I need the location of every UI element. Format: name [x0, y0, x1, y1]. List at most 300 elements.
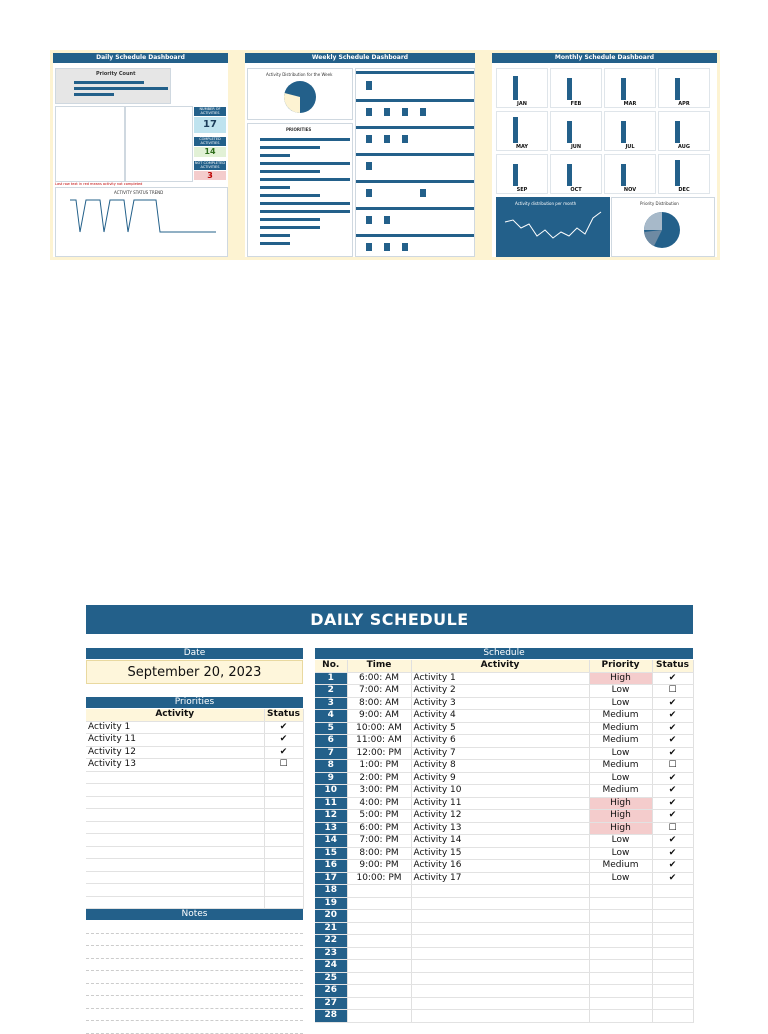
kpi-not-completed-value: 3: [194, 171, 226, 180]
priority-row: [86, 734, 303, 747]
priority-activity-cell[interactable]: Activity 1: [86, 721, 264, 734]
schedule-row: [315, 872, 693, 885]
schedule-row-number: 13: [315, 822, 347, 835]
schedule-priority-dropdown[interactable]: [589, 1010, 652, 1023]
schedule-header: Schedule: [315, 648, 693, 659]
priority-row: [86, 759, 303, 772]
schedule-status-checkbox[interactable]: [652, 935, 693, 948]
priority-activity-cell[interactable]: Activity 11: [86, 734, 264, 747]
schedule-row-number: 6: [315, 735, 347, 748]
weekly-dashboard-panel: [245, 53, 475, 257]
schedule-col-priority: Priority: [589, 660, 652, 672]
priority-activity-cell[interactable]: [86, 884, 264, 897]
priority-row: [86, 746, 303, 759]
notes-line: [86, 933, 303, 946]
daily-dashboard-panel: [53, 53, 228, 257]
schedule-status-checkbox[interactable]: ✔: [652, 847, 693, 860]
wp-bar: [260, 162, 350, 165]
schedule-row: [315, 722, 693, 735]
schedule-status-checkbox[interactable]: ✔: [652, 697, 693, 710]
schedule-priority-dropdown[interactable]: [589, 897, 652, 910]
schedule-status-checkbox[interactable]: ✔: [652, 772, 693, 785]
schedule-row: [315, 1010, 693, 1023]
priority-row-empty: [86, 796, 303, 809]
wp-bar: [260, 218, 320, 221]
month-chart-mar: MAR: [604, 68, 656, 108]
priority-status-checkbox[interactable]: ✔: [264, 746, 303, 759]
schedule-priority-dropdown[interactable]: [589, 997, 652, 1010]
schedule-row: [315, 960, 693, 973]
schedule-row-number: 16: [315, 860, 347, 873]
schedule-row-number: 5: [315, 722, 347, 735]
schedule-time-cell[interactable]: [347, 910, 411, 923]
wp-bar: [260, 234, 290, 237]
wp-bar: [260, 202, 350, 205]
notes-header: Notes: [86, 909, 303, 920]
schedule-row-number: 8: [315, 760, 347, 773]
priorities-col-status: Status: [264, 709, 303, 721]
schedule-priority-dropdown[interactable]: High: [589, 797, 652, 810]
notes-line: [86, 1021, 303, 1034]
priority-activity-cell[interactable]: [86, 871, 264, 884]
schedule-row: [315, 947, 693, 960]
kpi-not-completed-label: NOT COMPLETED ACTIVITIES: [194, 161, 226, 169]
schedule-activity-cell[interactable]: Activity 15: [411, 847, 589, 860]
weekly-daily-distribution: [355, 68, 475, 257]
weekly-pie-svg: [248, 69, 352, 119]
wp-bar: [260, 138, 350, 141]
month-chart-may: MAY: [496, 111, 548, 151]
priority-bar-high: [74, 93, 114, 96]
schedule-status-checkbox[interactable]: [652, 897, 693, 910]
notes-line-cell[interactable]: [86, 1021, 303, 1034]
schedule-priority-dropdown[interactable]: Low: [589, 697, 652, 710]
schedule-priority-dropdown[interactable]: Medium: [589, 760, 652, 773]
priority-status-checkbox[interactable]: [264, 834, 303, 847]
daily-warning-note: Last row text in red means activity not completed: [55, 182, 143, 186]
priority-count-chart: [55, 68, 171, 104]
schedule-row: [315, 697, 693, 710]
monthly-line-title: Activity distribution per month: [515, 201, 577, 206]
priority-row-empty: [86, 871, 303, 884]
schedule-activity-cell[interactable]: [411, 922, 589, 935]
monthly-dashboard-title: Monthly Schedule Dashboard: [492, 53, 717, 63]
notes-line: [86, 921, 303, 933]
schedule-row-number: 4: [315, 710, 347, 723]
priority-status-checkbox[interactable]: [264, 896, 303, 909]
schedule-status-checkbox[interactable]: [652, 960, 693, 973]
priorities-header: Priorities: [86, 697, 303, 708]
priority-status-checkbox[interactable]: [264, 846, 303, 859]
trend-line-svg: [56, 188, 227, 256]
schedule-time-cell[interactable]: 4:00: PM: [347, 797, 411, 810]
schedule-priority-dropdown[interactable]: Low: [589, 847, 652, 860]
wp-bar: [260, 242, 290, 245]
schedule-time-cell[interactable]: 9:00: PM: [347, 860, 411, 873]
notes-area[interactable]: [86, 921, 303, 1034]
schedule-activity-cell[interactable]: Activity 12: [411, 810, 589, 823]
schedule-time-cell[interactable]: 11:00: AM: [347, 735, 411, 748]
schedule-priority-dropdown[interactable]: High: [589, 822, 652, 835]
priority-activity-cell[interactable]: [86, 859, 264, 872]
priorities-col-activity: Activity: [86, 709, 264, 721]
schedule-col-activity: Activity: [411, 660, 589, 672]
priority-status-checkbox[interactable]: [264, 784, 303, 797]
priority-activity-cell[interactable]: [86, 821, 264, 834]
daily-dashboard-title: Daily Schedule Dashboard: [53, 53, 228, 63]
schedule-row-number: 21: [315, 922, 347, 935]
schedule-time-cell[interactable]: 8:00: PM: [347, 847, 411, 860]
schedule-activity-cell[interactable]: Activity 3: [411, 697, 589, 710]
schedule-priority-dropdown[interactable]: Medium: [589, 735, 652, 748]
schedule-activity-cell[interactable]: [411, 960, 589, 973]
priority-row-empty: [86, 821, 303, 834]
priority-activity-cell[interactable]: [86, 784, 264, 797]
schedule-row-number: 20: [315, 910, 347, 923]
schedule-time-cell[interactable]: 8:00: AM: [347, 697, 411, 710]
priority-status-checkbox[interactable]: ☐: [264, 759, 303, 772]
wp-bar: [260, 226, 320, 229]
notes-line-cell[interactable]: [86, 996, 303, 1009]
schedule-priority-dropdown[interactable]: [589, 885, 652, 898]
schedule-status-checkbox[interactable]: [652, 885, 693, 898]
schedule-status-checkbox[interactable]: ✔: [652, 672, 693, 685]
schedule-priority-dropdown[interactable]: Low: [589, 772, 652, 785]
schedule-row-number: 10: [315, 785, 347, 798]
schedule-row-number: 3: [315, 697, 347, 710]
month-chart-aug: AUG: [658, 111, 710, 151]
schedule-status-checkbox[interactable]: [652, 910, 693, 923]
priority-status-checkbox[interactable]: ✔: [264, 721, 303, 734]
schedule-status-checkbox[interactable]: [652, 1010, 693, 1023]
schedule-status-checkbox[interactable]: ✔: [652, 872, 693, 885]
notes-line: [86, 996, 303, 1009]
schedule-row-number: 19: [315, 897, 347, 910]
schedule-time-cell[interactable]: 12:00: PM: [347, 747, 411, 760]
schedule-activity-cell[interactable]: Activity 14: [411, 835, 589, 848]
schedule-priority-dropdown[interactable]: High: [589, 672, 652, 685]
weekly-priorities-title: PRIORITIES: [286, 127, 312, 132]
schedule-row: [315, 860, 693, 873]
schedule-status-checkbox[interactable]: ☐: [652, 760, 693, 773]
schedule-row: [315, 747, 693, 760]
month-chart-jun: JUN: [550, 111, 602, 151]
priority-activity-cell[interactable]: [86, 896, 264, 909]
schedule-time-cell[interactable]: [347, 1010, 411, 1023]
schedule-time-cell[interactable]: [347, 997, 411, 1010]
mini-table-left: [55, 106, 125, 182]
schedule-row: [315, 935, 693, 948]
schedule-row-number: 26: [315, 985, 347, 998]
schedule-row-number: 12: [315, 810, 347, 823]
schedule-priority-dropdown[interactable]: Medium: [589, 722, 652, 735]
schedule-activity-cell[interactable]: Activity 4: [411, 710, 589, 723]
trend-title: ACTIVITY STATUS TREND: [114, 190, 164, 195]
schedule-status-checkbox[interactable]: ✔: [652, 810, 693, 823]
schedule-time-cell[interactable]: [347, 922, 411, 935]
schedule-row-number: 15: [315, 847, 347, 860]
schedule-status-checkbox[interactable]: ✔: [652, 710, 693, 723]
month-chart-oct: OCT: [550, 154, 602, 194]
schedule-activity-cell[interactable]: Activity 5: [411, 722, 589, 735]
schedule-time-cell[interactable]: 6:00: PM: [347, 822, 411, 835]
weekly-pie-chart: [247, 68, 353, 120]
schedule-row: [315, 685, 693, 698]
priority-distribution-title: Priority Distribution: [640, 201, 679, 206]
weekly-priorities-chart: [247, 123, 353, 257]
schedule-status-checkbox[interactable]: [652, 922, 693, 935]
priority-bar-medium: [74, 87, 168, 90]
schedule-status-checkbox[interactable]: ✔: [652, 722, 693, 735]
schedule-time-cell[interactable]: [347, 885, 411, 898]
date-header: Date: [86, 648, 303, 659]
schedule-activity-cell[interactable]: Activity 17: [411, 872, 589, 885]
schedule-status-checkbox[interactable]: ✔: [652, 747, 693, 760]
schedule-row: [315, 885, 693, 898]
priority-distribution-chart: [611, 197, 715, 257]
priority-count-title: Priority Count: [96, 71, 136, 77]
schedule-col-status: Status: [652, 660, 693, 672]
month-chart-feb: FEB: [550, 68, 602, 108]
wp-bar: [260, 210, 350, 213]
schedule-time-cell[interactable]: 3:00: PM: [347, 785, 411, 798]
priority-status-checkbox[interactable]: ✔: [264, 734, 303, 747]
schedule-time-cell[interactable]: 2:00: PM: [347, 772, 411, 785]
schedule-priority-dropdown[interactable]: [589, 910, 652, 923]
kpi-total-label: NUMBER OF ACTIVITIES: [194, 107, 226, 116]
schedule-activity-cell[interactable]: Activity 1: [411, 672, 589, 685]
schedule-row: [315, 810, 693, 823]
schedule-row: [315, 972, 693, 985]
schedule-row-number: 17: [315, 872, 347, 885]
wp-bar: [260, 194, 320, 197]
priority-activity-cell[interactable]: [86, 796, 264, 809]
schedule-status-checkbox[interactable]: ☐: [652, 685, 693, 698]
schedule-priority-dropdown[interactable]: Medium: [589, 860, 652, 873]
notes-line-cell[interactable]: [86, 958, 303, 971]
schedule-row-number: 24: [315, 960, 347, 973]
schedule-row: [315, 797, 693, 810]
schedule-time-cell[interactable]: 9:00: AM: [347, 710, 411, 723]
kpi-completed-value: 14: [194, 147, 226, 157]
schedule-activity-cell[interactable]: Activity 13: [411, 822, 589, 835]
schedule-priority-dropdown[interactable]: [589, 960, 652, 973]
schedule-time-cell[interactable]: 10:00: AM: [347, 722, 411, 735]
schedule-time-cell[interactable]: 7:00: PM: [347, 835, 411, 848]
priority-activity-cell[interactable]: [86, 846, 264, 859]
schedule-activity-cell[interactable]: Activity 16: [411, 860, 589, 873]
schedule-priority-dropdown[interactable]: Low: [589, 747, 652, 760]
month-chart-dec: DEC: [658, 154, 710, 194]
schedule-activity-cell[interactable]: [411, 972, 589, 985]
month-chart-nov: NOV: [604, 154, 656, 194]
schedule-row: [315, 922, 693, 935]
wp-bar: [260, 170, 320, 173]
priority-row-empty: [86, 859, 303, 872]
schedule-status-checkbox[interactable]: ✔: [652, 835, 693, 848]
priority-row-empty: [86, 884, 303, 897]
notes-line: [86, 958, 303, 971]
priority-status-checkbox[interactable]: [264, 821, 303, 834]
schedule-time-cell[interactable]: [347, 985, 411, 998]
schedule-activity-cell[interactable]: Activity 9: [411, 772, 589, 785]
schedule-priority-dropdown[interactable]: [589, 985, 652, 998]
schedule-col-time: Time: [347, 660, 411, 672]
priority-status-checkbox[interactable]: [264, 884, 303, 897]
schedule-activity-cell[interactable]: Activity 11: [411, 797, 589, 810]
schedule-row: [315, 822, 693, 835]
activity-status-trend-chart: [55, 187, 228, 257]
notes-line: [86, 983, 303, 996]
priority-activity-cell[interactable]: [86, 834, 264, 847]
kpi-completed-label: COMPLETED ACTIVITIES: [194, 137, 226, 146]
schedule-row-number: 9: [315, 772, 347, 785]
schedule-activity-cell[interactable]: [411, 935, 589, 948]
priority-row-empty: [86, 896, 303, 909]
schedule-row-number: 11: [315, 797, 347, 810]
schedule-activity-cell[interactable]: Activity 10: [411, 785, 589, 798]
schedule-time-cell[interactable]: 1:00: PM: [347, 760, 411, 773]
priority-pie-svg: [612, 198, 714, 256]
priority-row-empty: [86, 834, 303, 847]
schedule-row: [315, 672, 693, 685]
schedule-status-checkbox[interactable]: ✔: [652, 735, 693, 748]
schedule-status-checkbox[interactable]: [652, 947, 693, 960]
schedule-activity-cell[interactable]: Activity 6: [411, 735, 589, 748]
priority-activity-cell[interactable]: [86, 809, 264, 822]
notes-line-cell[interactable]: [86, 921, 303, 933]
schedule-row: [315, 997, 693, 1010]
schedule-activity-cell[interactable]: [411, 1010, 589, 1023]
schedule-priority-dropdown[interactable]: [589, 972, 652, 985]
schedule-row: [315, 985, 693, 998]
wp-bar: [260, 186, 290, 189]
priority-activity-cell[interactable]: Activity 12: [86, 746, 264, 759]
schedule-activity-cell[interactable]: Activity 7: [411, 747, 589, 760]
schedule-priority-dropdown[interactable]: [589, 935, 652, 948]
monthly-line-svg: [497, 198, 609, 256]
schedule-status-checkbox[interactable]: [652, 985, 693, 998]
priority-row-empty: [86, 809, 303, 822]
schedule-priority-dropdown[interactable]: [589, 922, 652, 935]
schedule-activity-cell[interactable]: Activity 2: [411, 685, 589, 698]
schedule-status-checkbox[interactable]: [652, 972, 693, 985]
month-chart-jan: JAN: [496, 68, 548, 108]
schedule-row: [315, 897, 693, 910]
date-value[interactable]: September 20, 2023: [86, 660, 303, 684]
notes-line-cell[interactable]: [86, 946, 303, 959]
wp-bar: [260, 178, 350, 181]
schedule-row-number: 28: [315, 1010, 347, 1023]
weekly-dashboard-title: Weekly Schedule Dashboard: [245, 53, 475, 63]
notes-line-cell[interactable]: [86, 971, 303, 984]
schedule-time-cell[interactable]: [347, 960, 411, 973]
schedule-row: [315, 772, 693, 785]
notes-line-cell[interactable]: [86, 933, 303, 946]
schedule-priority-dropdown[interactable]: High: [589, 810, 652, 823]
schedule-time-cell[interactable]: 5:00: PM: [347, 810, 411, 823]
priority-status-checkbox[interactable]: [264, 859, 303, 872]
month-chart-jul: JUL: [604, 111, 656, 151]
month-chart-apr: APR: [658, 68, 710, 108]
schedule-row-number: 1: [315, 672, 347, 685]
schedule-activity-cell[interactable]: [411, 897, 589, 910]
schedule-row: [315, 735, 693, 748]
schedule-activity-cell[interactable]: [411, 997, 589, 1010]
schedule-row-number: 25: [315, 972, 347, 985]
schedule-time-cell[interactable]: 10:00: PM: [347, 872, 411, 885]
priority-row-empty: [86, 784, 303, 797]
priority-status-checkbox[interactable]: [264, 809, 303, 822]
schedule-status-checkbox[interactable]: ✔: [652, 797, 693, 810]
schedule-row-number: 18: [315, 885, 347, 898]
priority-row: [86, 721, 303, 734]
schedule-status-checkbox[interactable]: ✔: [652, 860, 693, 873]
schedule-time-cell[interactable]: 6:00: AM: [347, 672, 411, 685]
notes-line: [86, 946, 303, 959]
priority-status-checkbox[interactable]: [264, 871, 303, 884]
schedule-time-cell[interactable]: [347, 935, 411, 948]
priority-activity-cell[interactable]: [86, 771, 264, 784]
weekly-pie-title: Activity Distribution for the Week: [266, 72, 333, 77]
priority-status-checkbox[interactable]: [264, 771, 303, 784]
priority-bar-low: [74, 81, 144, 84]
wp-bar: [260, 154, 290, 157]
schedule-activity-cell[interactable]: [411, 885, 589, 898]
schedule-row: [315, 910, 693, 923]
priority-status-checkbox[interactable]: [264, 796, 303, 809]
notes-line-cell[interactable]: [86, 983, 303, 996]
schedule-row-number: 14: [315, 835, 347, 848]
kpi-total-value: 17: [194, 117, 226, 133]
schedule-time-cell[interactable]: [347, 947, 411, 960]
monthly-line-chart: [496, 197, 610, 257]
schedule-activity-cell[interactable]: Activity 8: [411, 760, 589, 773]
month-chart-sep: SEP: [496, 154, 548, 194]
schedule-status-checkbox[interactable]: ☐: [652, 822, 693, 835]
schedule-status-checkbox[interactable]: ✔: [652, 785, 693, 798]
dashboard-preview: [50, 50, 720, 260]
schedule-priority-dropdown[interactable]: Medium: [589, 710, 652, 723]
priorities-table: [86, 709, 304, 909]
schedule-time-cell[interactable]: 7:00: AM: [347, 685, 411, 698]
schedule-row: [315, 760, 693, 773]
schedule-row: [315, 847, 693, 860]
notes-line: [86, 971, 303, 984]
priority-row-empty: [86, 846, 303, 859]
schedule-priority-dropdown[interactable]: Medium: [589, 785, 652, 798]
schedule-activity-cell[interactable]: [411, 985, 589, 998]
schedule-activity-cell[interactable]: [411, 910, 589, 923]
schedule-row: [315, 835, 693, 848]
notes-line-cell[interactable]: [86, 1008, 303, 1021]
priority-row-empty: [86, 771, 303, 784]
schedule-priority-dropdown[interactable]: Low: [589, 835, 652, 848]
schedule-activity-cell[interactable]: [411, 947, 589, 960]
schedule-time-cell[interactable]: [347, 897, 411, 910]
schedule-time-cell[interactable]: [347, 972, 411, 985]
schedule-priority-dropdown[interactable]: Low: [589, 872, 652, 885]
schedule-row: [315, 785, 693, 798]
schedule-priority-dropdown[interactable]: [589, 947, 652, 960]
schedule-row-number: 27: [315, 997, 347, 1010]
wp-bar: [260, 146, 320, 149]
priority-activity-cell[interactable]: Activity 13: [86, 759, 264, 772]
schedule-col-no: No.: [315, 660, 347, 672]
mini-table-right: [125, 106, 193, 182]
schedule-priority-dropdown[interactable]: Low: [589, 685, 652, 698]
schedule-status-checkbox[interactable]: [652, 997, 693, 1010]
